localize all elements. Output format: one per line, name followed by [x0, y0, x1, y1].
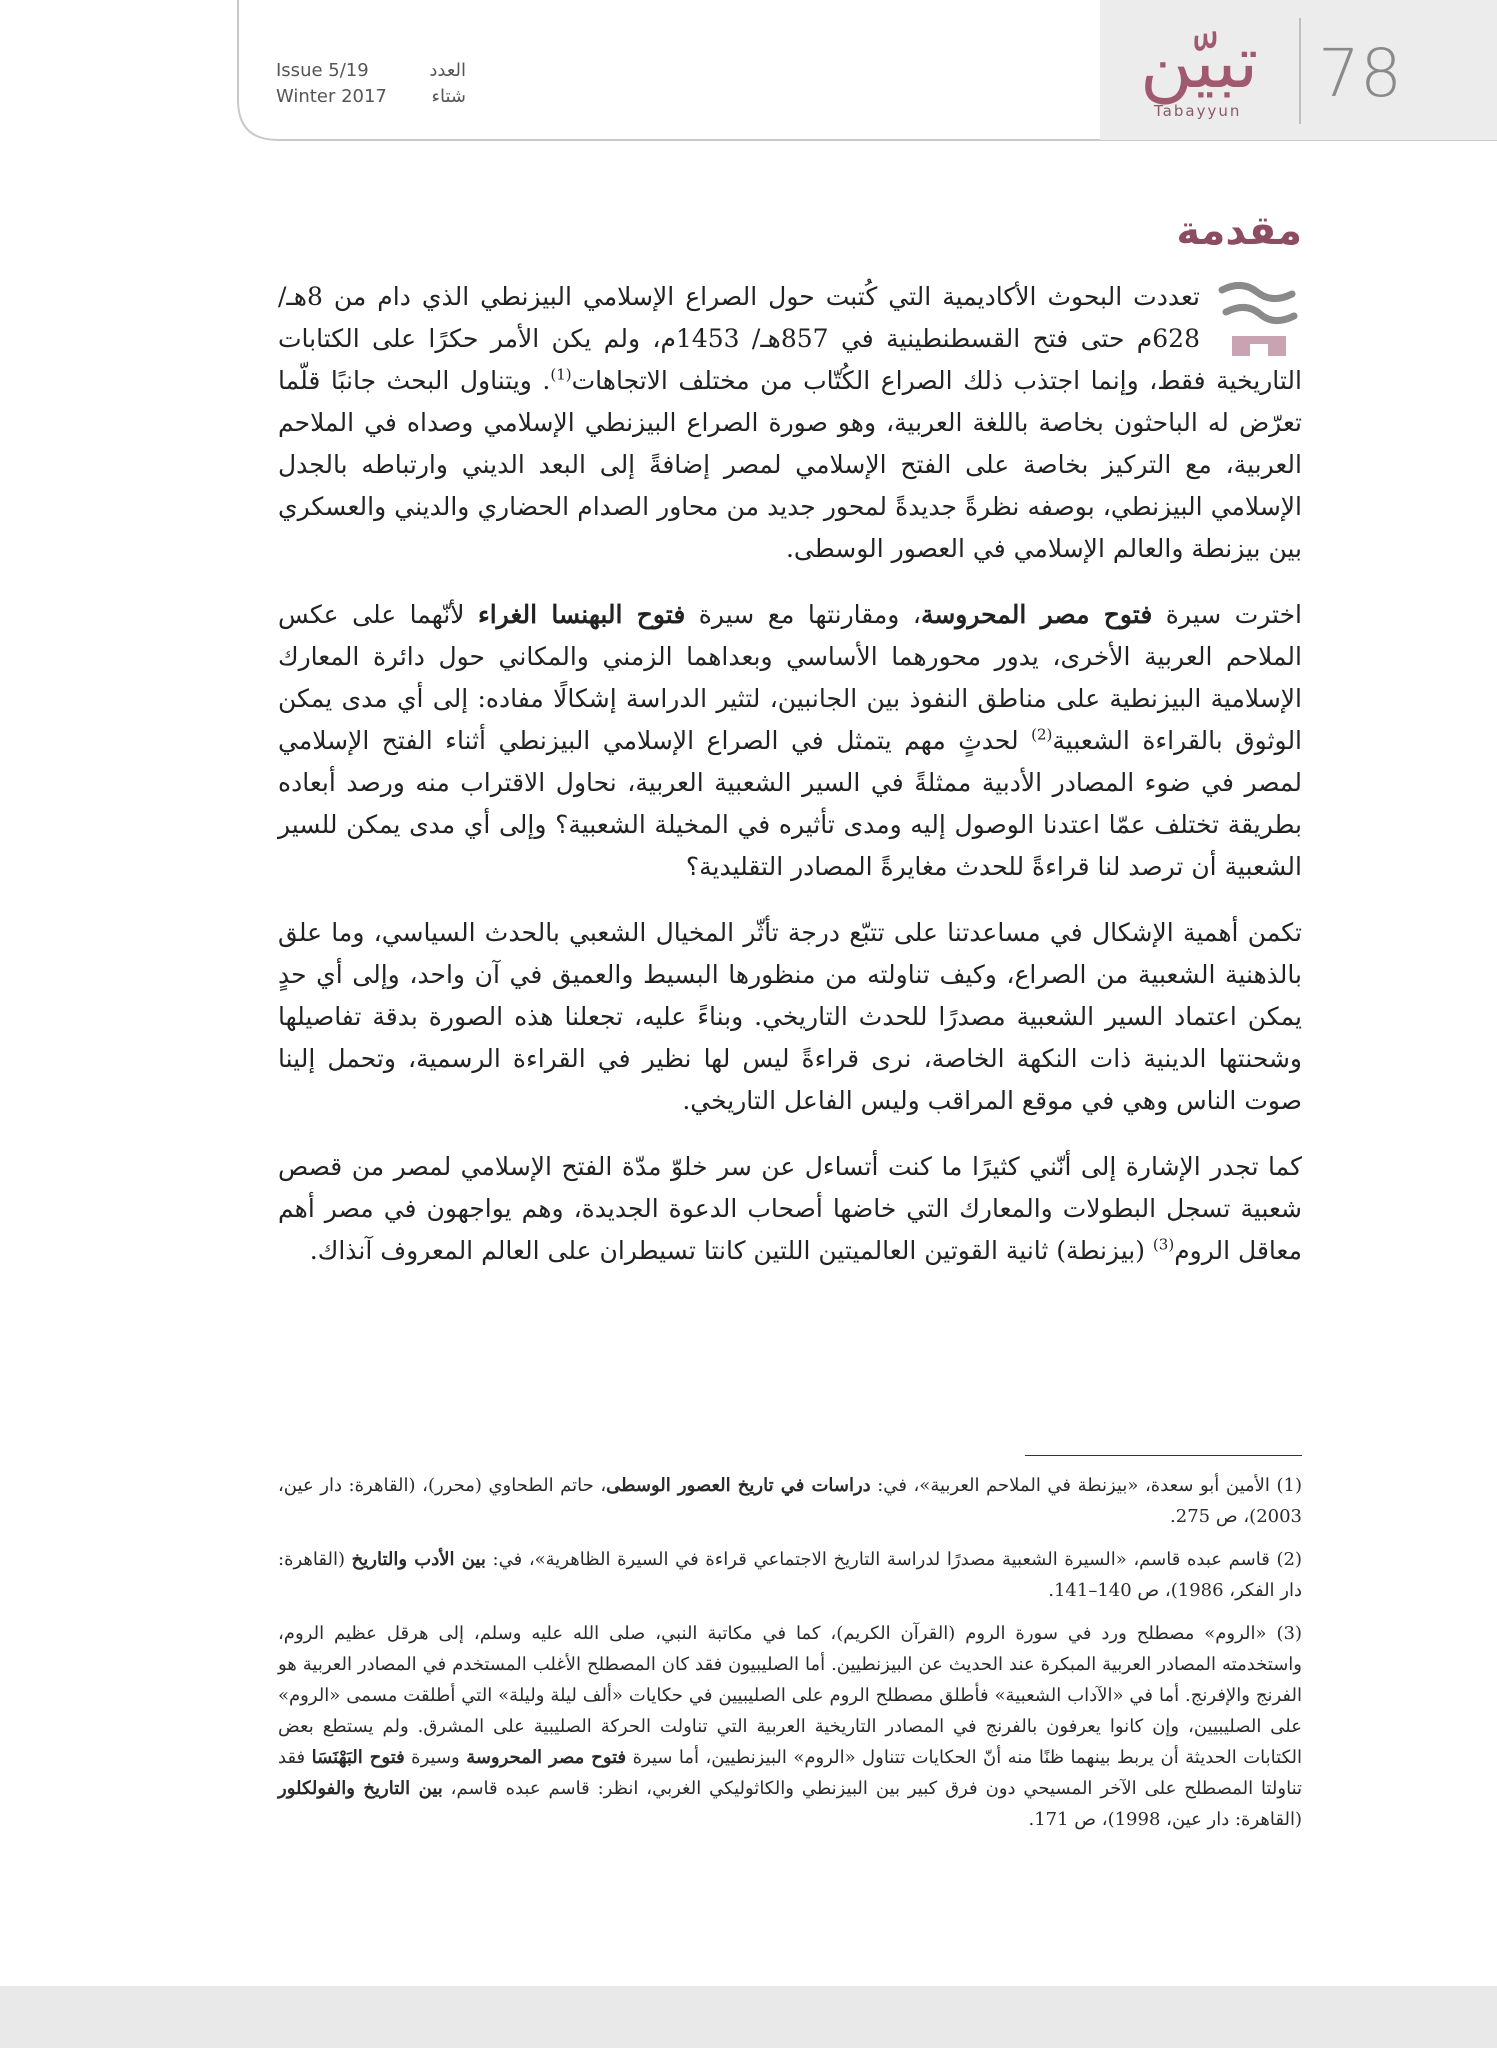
text-run: . ويتناول البحث جانبًا قلّما تعرّض له الباحثون بخاصة باللغة العربية، وهو صورة الصراع البيزنطي الإسلامي وصداه في الملاحم العربية، مع التركيز بخاصة على الفتح الإسلامي لمصر إضافةً إلى البعد الديني وارتباطه بالجدل الإسلامي البيزنطي، بوصفه نظرةً جديدةً لمحور جديد من محاور الصدام الحضاري والديني والعسكري بين بيزنطة والعالم الإسلامي في العصور الوسطى.: [278, 366, 1302, 563]
footnote-ref: (1): [550, 365, 572, 384]
text-run: وسيرة: [404, 1747, 467, 1768]
footnote: [278, 1618, 1302, 1835]
season-ar: شتاء: [431, 86, 466, 107]
drop-cap-ornament-icon: [1212, 280, 1302, 360]
text-run: لحدثٍ مهم يتمثل في الصراع الإسلامي البيزنطي أثناء الفتح الإسلامي لمصر في ضوء المصادر الأدبية ممثلةً في السير الشعبية العربية، نحاول الاقتراب منه ورصد أبعاده بطريقة تختلف عمّا اعتدنا الوصول إليه ومدى تأثيره في المخيلة الشعبية؟ وإلى أي مدى يمكن للسير الشعبية أن ترصد لنا قراءةً للحدث مغايرةً المصادر التقليدية؟: [278, 726, 1302, 881]
text-run: ، ومقارنتها مع سيرة: [685, 600, 921, 629]
issue-en: Issue 5/19: [276, 60, 369, 81]
text-run: ، حاتم الطحاوي (محرر)، (القاهرة: دار عين، 2003)، ص 275.: [278, 1475, 1302, 1527]
footnotes: [278, 1470, 1302, 1847]
logo-english: Tabayyun: [1154, 102, 1242, 120]
footnote-divider: [1025, 1455, 1302, 1456]
article-body: [278, 276, 1302, 1296]
issue-ar: العدد: [429, 60, 466, 81]
text-run: (2) قاسم عبده قاسم، «السيرة الشعبية مصدرًا لدراسة التاريخ الاجتماعي قراءة في السيرة الظاهرية»، في:: [485, 1549, 1302, 1570]
page-bottom-band: [0, 1986, 1497, 2048]
page-number: 78: [1318, 35, 1402, 112]
season-en: Winter 2017: [276, 86, 387, 107]
text-run: (القاهرة: دار عين، 1998)، ص 171.: [1028, 1809, 1302, 1830]
bold-title: فتوح مصر المحروسة: [466, 1747, 627, 1768]
text-run: لأنّهما على عكس الملاحم العربية الأخرى، يدور محورهما الأساسي وبعداهما الزمني والمكاني حول دائرة المعارك الإسلامية البيزنطية على مناطق النفوذ بين الجانبين، لتثير الدراسة إشكالًا مفاده: إلى أي مدى يمكن الوثوق بالقراءة الشعبية: [278, 600, 1303, 755]
text-run: (بيزنطة) ثانية القوتين العالميتين اللتين كانتا تسيطران على العالم المعروف آنذاك.: [309, 1236, 1153, 1265]
paragraph: [278, 594, 1302, 888]
bold-title: فتوح مصر المحروسة: [920, 600, 1153, 629]
text-run: اخترت سيرة: [1152, 600, 1302, 629]
logo-arabic: تبيّن: [1140, 20, 1259, 104]
text-run: فقد تناولتا المصطلح على الآخر المسيحي دون فرق كبير بين البيزنطي والكاثوليكي الغربي، انظر: قاسم عبده قاسم،: [278, 1747, 1303, 1799]
footnote: [278, 1544, 1302, 1606]
issue-info: [276, 58, 466, 110]
paragraph: [278, 276, 1302, 570]
text-run: كما تجدر الإشارة إلى أنّني كثيرًا ما كنت أتساءل عن سر خلوّ مدّة الفتح الإسلامي لمصر من قصص شعبية تسجل البطولات والمعارك التي خاضها أصحاب الدعوة الجديدة، وهم يواجهون في مصر أهم معاقل الروم: [278, 1152, 1302, 1265]
paragraph: [278, 1146, 1302, 1272]
text-run: (القاهرة: دار الفكر، 1986)، ص 140–141.: [278, 1549, 1302, 1601]
bold-title: بين الأدب والتاريخ: [351, 1549, 486, 1570]
footnote-ref: (2): [1031, 725, 1053, 744]
footnote: [278, 1470, 1302, 1532]
journal-logo: [1128, 20, 1278, 130]
bold-title: دراسات في تاريخ العصور الوسطى: [606, 1475, 871, 1496]
section-title: مقدمة: [1176, 208, 1302, 254]
text-run: تعددت البحوث الأكاديمية التي كُتبت حول الصراع الإسلامي البيزنطي الذي دام من 8هـ/ 628م حتى فتح القسطنطينية في 857هـ/ 1453م، ولم يكن الأمر حكرًا على الكتابات التاريخية فقط، وإنما اجتذب ذلك الصراع الكُتّاب من مختلف الاتجاهات: [278, 282, 1302, 395]
bold-title: فتوح البهنسا الغراء: [477, 600, 686, 629]
text-run: تكمن أهمية الإشكال في مساعدتنا على تتبّع درجة تأثّر المخيال الشعبي بالحدث السياسي، وما علق بالذهنية الشعبية من الصراع، وكيف تناولته من منظورها البسيط والعميق في آن واحد، وإلى أي حدٍ يمكن اعتماد السير الشعبية مصدرًا للحدث التاريخي. وبناءً عليه، تجعلنا هذه الصورة بدقة تفاصيلها وشحنتها الدينية ذات النكهة الخاصة، نرى قراءةً ليس لها نظير في القراءة الرسمية، وتحمل إلينا صوت الناس وهي في موقع المراقب وليس الفاعل التاريخي.: [278, 918, 1302, 1115]
bold-title: فتوح البَهْنَسَا: [311, 1747, 405, 1768]
footnote-ref: (3): [1152, 1235, 1175, 1254]
bold-title: بين التاريخ والفولكلور: [278, 1778, 443, 1799]
text-run: (1) الأمين أبو سعدة، «بيزنطة في الملاحم العربية»، في:: [870, 1475, 1302, 1496]
text-run: (3) «الروم» مصطلح ورد في سورة الروم (القرآن الكريم)، كما في مكاتبة النبي، صلى الله عليه وسلم، إلى هرقل عظيم الروم، واستخدمته المصادر العربية المبكرة عند الحديث عن البيزنطيين. أما الصليبيون فقد كان المصطلح الأغلب المستخدم في المصادر العربية هو الفرنج والإفرنج. أما في «الآداب الشعبية» فأطلق مصطلح الروم على الصليبيين في حكايات «ألف ليلة وليلة» التي أطلقت مسمى «الروم» على الصليبيين، وإن كانوا يعرفون بالفرنج في المصادر التاريخية العربية التي تناولت الحركة الصليبية على المشرق. ولم يستطع بعض الكتابات الحديثة أن يربط بينهما ظنًا منه أنّ الحكايات تتناول «الروم» البيزنطيين، أما سيرة: [278, 1623, 1302, 1768]
paragraph: [278, 912, 1302, 1122]
